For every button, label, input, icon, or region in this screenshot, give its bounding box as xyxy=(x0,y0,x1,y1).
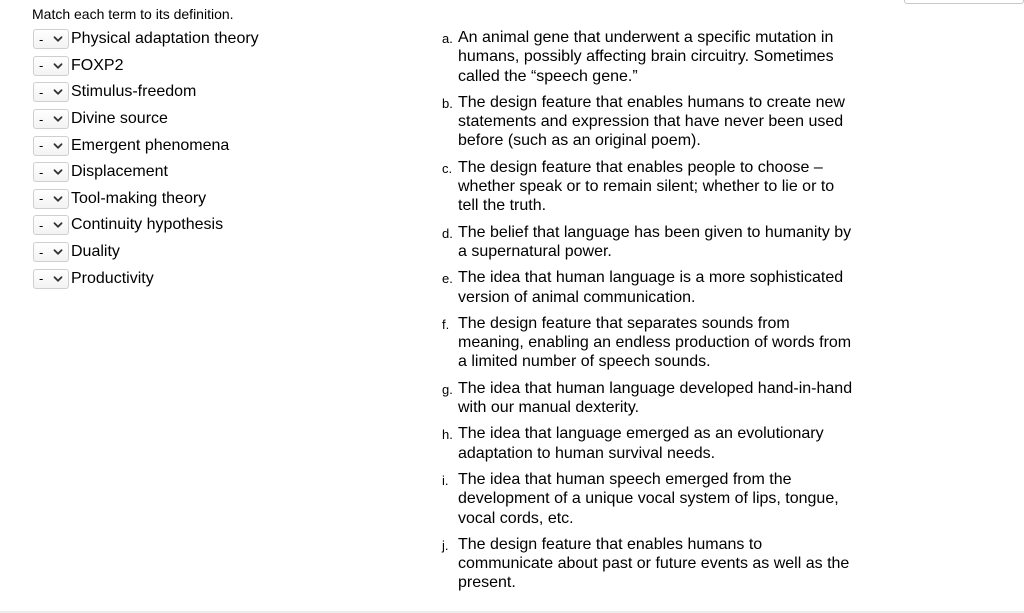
definition-letter: g. xyxy=(442,381,453,397)
definition-text: An animal gene that underwent a specific mutation in humans, possibly affecting brain circuitry. Sometimes called the “speech gene.” xyxy=(458,29,834,85)
chevron-down-icon xyxy=(52,60,64,72)
select-value: - xyxy=(39,271,44,287)
term-row xyxy=(33,132,259,159)
term-label: Divine source xyxy=(71,110,168,128)
definition-letter: b. xyxy=(442,95,453,111)
definition-item xyxy=(442,535,862,593)
definition-letter: h. xyxy=(442,427,453,443)
instructions: Match each term to its definition. xyxy=(32,6,234,22)
chevron-down-icon xyxy=(52,166,64,178)
definition-item xyxy=(442,314,862,372)
chevron-down-icon xyxy=(52,86,64,98)
definition-item xyxy=(442,28,862,86)
term-row xyxy=(33,106,259,133)
definition-text: The design feature that enables people to choose – whether speak or to remain silent; whether to lie or to tell the truth. xyxy=(458,158,835,215)
definition-text: The design feature that separates sounds from meaning, enabling an endless production of words from a limited number of speech sounds. xyxy=(458,314,852,371)
select-value: - xyxy=(39,84,44,100)
term-row xyxy=(33,159,259,186)
term-label: Emergent phenomena xyxy=(71,136,230,154)
definition-letter: f. xyxy=(442,316,450,332)
term-select[interactable] xyxy=(33,109,69,129)
definition-letter: c. xyxy=(442,160,453,176)
definition-text: The idea that human speech emerged from the development of a unique vocal system of lips, tongue, vocal cords, etc. xyxy=(458,470,839,527)
definition-text: The idea that language emerged as an evolutionary adaptation to human survival needs. xyxy=(458,425,824,462)
chevron-down-icon xyxy=(52,33,64,45)
chevron-down-icon xyxy=(52,246,64,258)
term-label: Displacement xyxy=(71,163,168,181)
chevron-down-icon xyxy=(52,219,64,231)
definition-letter: e. xyxy=(442,271,453,287)
term-select[interactable] xyxy=(33,242,69,262)
term-row xyxy=(33,26,259,53)
term-select[interactable] xyxy=(33,29,69,49)
select-value: - xyxy=(39,31,44,47)
term-row xyxy=(33,186,259,213)
definition-letter: a. xyxy=(442,31,453,46)
select-value: - xyxy=(39,111,44,127)
chevron-down-icon xyxy=(52,113,64,125)
term-row xyxy=(33,53,259,80)
definition-text: The idea that human language developed hand-in-hand with our manual dexterity. xyxy=(458,379,853,417)
chevron-down-icon xyxy=(52,140,64,152)
definition-item xyxy=(442,379,862,418)
term-select[interactable] xyxy=(33,82,69,102)
definitions-list xyxy=(442,28,862,600)
definition-item xyxy=(442,470,862,528)
chevron-down-icon xyxy=(52,193,64,205)
term-label: Stimulus-freedom xyxy=(71,83,197,101)
select-value: - xyxy=(39,244,44,260)
definition-item xyxy=(442,93,862,151)
definition-text: The design feature that enables humans to create new statements and expression that have never been used before (such as an original poem). xyxy=(458,93,845,150)
term-label: Physical adaptation theory xyxy=(71,30,259,48)
term-label: Productivity xyxy=(71,269,154,287)
chevron-down-icon xyxy=(52,273,64,285)
term-select[interactable] xyxy=(33,215,69,235)
term-select[interactable] xyxy=(33,162,69,182)
definition-letter: j. xyxy=(442,537,449,553)
select-value: - xyxy=(39,191,44,207)
definition-item xyxy=(442,158,862,216)
term-row xyxy=(33,239,259,266)
term-select[interactable] xyxy=(33,136,69,156)
term-select[interactable] xyxy=(33,189,69,209)
select-value: - xyxy=(39,138,44,154)
definition-text: The design feature that enables humans to communicate about past or future events as well as the present. xyxy=(458,535,850,592)
term-select[interactable] xyxy=(33,269,69,289)
term-select[interactable] xyxy=(33,56,69,76)
definition-text: The idea that human language is a more sophisticated version of animal communication. xyxy=(458,269,844,306)
definition-item xyxy=(442,424,862,463)
select-value: - xyxy=(39,58,44,74)
top-right-control[interactable] xyxy=(904,0,1024,4)
term-label: Duality xyxy=(71,243,120,261)
term-row xyxy=(33,79,259,106)
term-label: Tool-making theory xyxy=(71,189,207,207)
terms-list xyxy=(33,26,259,292)
definition-letter: d. xyxy=(442,225,453,241)
select-value: - xyxy=(39,164,44,180)
definition-letter: i. xyxy=(442,472,449,488)
term-row xyxy=(33,212,259,239)
definition-item xyxy=(442,223,862,262)
term-row xyxy=(33,265,259,292)
definition-item xyxy=(442,268,862,307)
definition-text: The belief that language has been given to humanity by a supernatural power. xyxy=(458,223,852,260)
term-label: FOXP2 xyxy=(71,56,124,74)
select-value: - xyxy=(39,217,44,233)
term-label: Continuity hypothesis xyxy=(71,216,224,234)
